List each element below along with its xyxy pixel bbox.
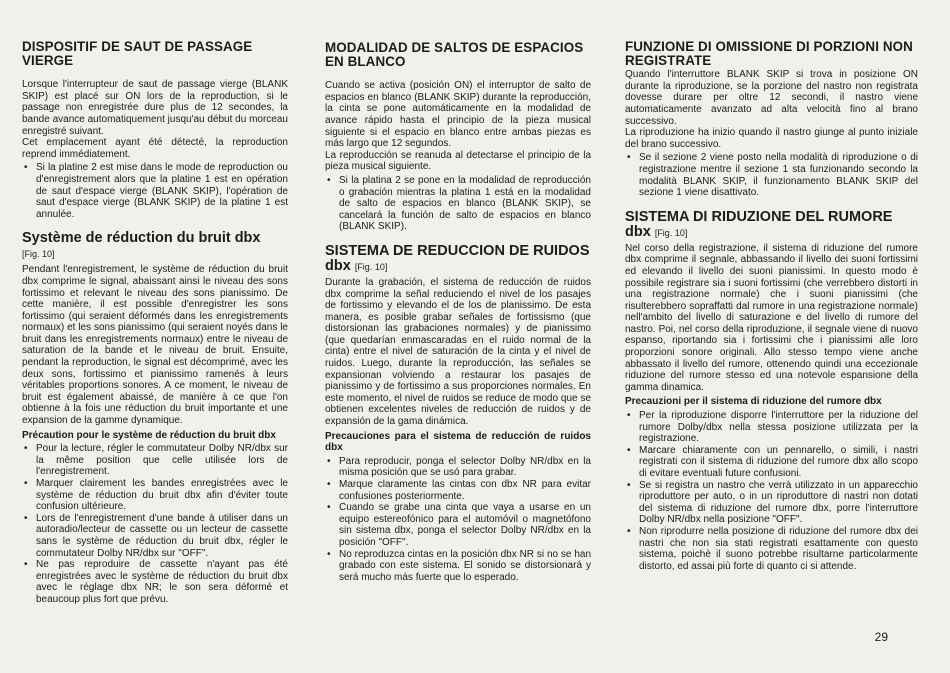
fr-precaution-heading: Précaution pour le système de réduction du bruit dbx [22, 429, 276, 441]
fr-paragraph-3: Pendant l'enregistrement, le système de réduction du bruit dbx comprime le signal, abaissant ainsi le niveau des sons fortissimo et relevant le niveau des sons pianissimo. De cette manière, il est possible d'enregistrer les sons fortissimo (qui seraient déformés dans les enregistrements normaux) et les sons pianissimo (qui seraient noyés dans le bruit dans les enregistrements normaux) entre le niveau de saturation de la bande et le niveau de bruit. Ensuite, pendant la reproduction, le signal est décomprimé, avec les deux sons, fortissimo et pianissimo ramenés à leurs véritables proportions sonores. A ce moment, le niveau de bruit est également abaissé, de manière à ce que l'on obtienne à la fois une réduction du bruit importante et une expansion de la gamme dynamique. [22, 264, 288, 427]
it-section-title-2 [625, 210, 918, 241]
it-precaution-list [625, 410, 918, 572]
italian-column [625, 40, 918, 572]
french-column [22, 40, 288, 606]
es-note-item: • Si la platina 2 se pone en la modalidad de reproducción o grabación mientras la platina 1 está en la modalidad de salto de espacios en blanco (BLANK SKIP), se cancelará la función de salto de espacios en blanco (BLANK SKIP). [325, 175, 591, 233]
fr-precaution-list [22, 443, 288, 605]
es-paragraph-1: Cuando se activa (posición ON) el interruptor de salto de espacios en blanco (BLANK SKIP) durante la reproducción, la cinta se pone automáticamente en la modalidad de avance rápido hasta el principio de la pieza musical siguiente si el espacio en blanco entre ambas piezas es más largo que 12 segundos. [325, 80, 591, 150]
list-item: • No reproduzca cintas en la posición dbx NR si no se han grabado con este sistema. El sonido se distorsionará y será mucho más fuerte que lo esperado. [325, 549, 591, 584]
page-number: 29 [874, 630, 888, 644]
list-item: • Pour la lecture, régler le commutateur Dolby NR/dbx sur la même position que celle utilisée lors de l'enregistrement. [22, 443, 288, 478]
list-item: • Para reproducir, ponga el selector Dolby NR/dbx en la misma posición que se usó para grabar. [325, 456, 591, 479]
it-paragraph-1: Quando l'interruttore BLANK SKIP si trova in posizione ON durante la riproduzione, se la porzione del nastro non registrata dovesse durare per oltre 12 secondi, il nastro viene automaticamente avanzato ad alta velocità fino al brano successivo. [625, 69, 918, 127]
it-precaution-heading: Precauzioni per il sistema di riduzione del rumore dbx [625, 396, 882, 408]
it-paragraph-3: Nel corso della registrazione, il sistema di riduzione del rumore dbx comprime il segnale, abbassando il livello dei suoni fortissimi ed elevando il livello dei suoni pianissimi. In questo modo è possibile registrare sia i suoni fortissimi (che verrebbero distorti in una registrazione normale) che i suoni pianissimi (che risulterebbero sopraffatti dal rumore in una registrazione normale) nell'ambito del livello di saturazione e del livello di rumore del nastro. Poi, nel corso della riproduzione, il segnale viene di nuovo espanso, riportando sia i fortissimi che i pianissimi alle loro proporzioni sonore originali. Allo stesso tempo viene anche abbassato il livello del rumore, ottenendo quindi una eccezionale riduzione del rumore stesso ed una notevole espansione della gamma dinamica. [625, 242, 918, 393]
es-title-2-text: SISTEMA DE REDUCCION DE RUIDOS dbx [325, 242, 590, 274]
spanish-column [325, 41, 591, 583]
list-item: • Per la riproduzione disporre l'interruttore per la riduzione del rumore Dolby/dbx nella stessa posizione utilizzata per la registrazione. [625, 410, 918, 445]
fr-section-title: DISPOSITIF DE SAUT DE PASSAGE VIERGE [22, 39, 253, 68]
fr-paragraph-2: Cet emplacement ayant été détecté, la reproduction reprend immédiatement. [22, 137, 288, 160]
es-section-title-2 [325, 244, 591, 275]
fr-note-item: • Si la platine 2 est mise dans le mode de reproduction ou d'enregistrement alors que la platine 1 est en opération de saut d'espace vierge (BLANK SKIP), l'opération de saut d'espace vierge (BLANK SKIP) de la platine 1 est annulée. [22, 162, 288, 220]
es-note-list [325, 175, 591, 233]
list-item: • Ne pas reproduire de cassette n'ayant pas été enregistrées avec le système de réduction du bruit dbx avec le réglage dbx NR; le son sera déformé et beaucoup plus fort que prévu. [22, 559, 288, 605]
it-title-2-text: SISTEMA DI RIDUZIONE DEL RUMORE dbx [625, 208, 893, 240]
es-fig-ref: [Fig. 10] [354, 261, 388, 272]
list-item: • Se si registra un nastro che verrà utilizzato in un apparecchio riproduttore per auto, o in un riproduttore di nastri non dotati del sistema di riduzione del rumore dbx, porre l'interruttore Dolby NR/dbx nella posizione "OFF". [625, 480, 918, 526]
list-item: • Non riprodurre nella posizione di riduzione del rumore dbx dei nastri che non sia stati registrati esattamente con questo sistema, poichè il suono potrebbe risultarne particolarmente distorto, ed assai più forte di quanto ci si attende. [625, 526, 918, 572]
list-item: • Marquer clairement les bandes enregistrées avec le système de réduction du bruit dbx afin d'éviter toute confusion ultérieure. [22, 478, 288, 513]
es-precaution-heading: Precauciones para el sistema de reducción de ruidos dbx [325, 430, 591, 454]
es-precaution-list [325, 456, 591, 584]
it-paragraph-2: La riproduzione ha inizio quando il nastro giunge al punto iniziale del brano successivo. [625, 127, 918, 150]
es-paragraph-2: La reproducción se reanuda al detectarse el principio de la pieza musical siguiente. [325, 149, 591, 173]
fr-fig-ref: [Fig. 10] [22, 249, 55, 260]
es-section-title: MODALIDAD DE SALTOS DE ESPACIOS EN BLANCO [325, 40, 584, 69]
it-note-item: • Se il sezione 2 viene posto nella modalità di riproduzione o di registrazione mentre il sezione 1 sta funzionando secondo la modalità BLANK SKIP, il funzionamento BLANK SKIP del sezione 1 viene disattivato. [625, 152, 918, 198]
fr-title-2-text: Système de réduction du bruit dbx [22, 230, 261, 247]
es-paragraph-3: Durante la grabación, el sistema de reducción de ruidos dbx comprime la señal reduciendo el nivel de los pasajes de fortissimo y elevando el de los de planissimo. De esta manera, es posible grabar señales de fortissismo (que distorsionan las grabaciones normales) y de pianissimo (que quedarían enmascaradas en el ruido normal de la cinta) entre el nivel de saturación de la cinta y el nivel de ruidos. Luego, durante la reproducción, las señales se expansionan volviendo a restaurar los pasajes de pianissimo y de fortissimo a sus proporciones normales. En este momento, el nivel de ruidos se reduce de modo que se obtienen excelentes niveles de reducción de ruidos y de expansión de la gama dinámica. [325, 276, 591, 428]
list-item: • Marque claramente las cintas con dbx NR para evitar confusiones posteriormente. [325, 479, 591, 502]
fr-note-list [22, 162, 288, 220]
list-item: • Cuando se grabe una cinta que vaya a usarse en un equipo estereofónico para el automóvil o magnetófono sin sistema dbx, ponga el selector Dolby NR/dbx en la posición "OFF". [325, 502, 591, 548]
list-item: • Lors de l'enregistrement d'une bande à utiliser dans un autoradio/lecteur de cassette ou un lecteur de cassette sans le système de réduction du bruit dbx, régler le commutateur Dolby NR/dbx sur "OFF". [22, 513, 288, 559]
it-fig-ref: [Fig. 10] [654, 227, 688, 238]
fr-section-title-2 [22, 231, 288, 262]
it-note-list [625, 152, 918, 198]
list-item: • Marcare chiaramente con un pennarello, o simili, i nastri registrati con il sistema di riduzione del rumore dbx allo scopo di evitare eventuali future confusioni. [625, 445, 918, 480]
it-section-title: FUNZIONE DI OMISSIONE DI PORZIONI NON REGISTRATE [625, 39, 913, 68]
fr-paragraph-1: Lorsque l'interrupteur de saut de passage vierge (BLANK SKIP) est placé sur ON lors de la reproduction, si le passage non enregistrée dure plus de 12 secondes, la bande avance automatiquement jusqu'au début du morceau enregistré suivant. [22, 79, 288, 137]
